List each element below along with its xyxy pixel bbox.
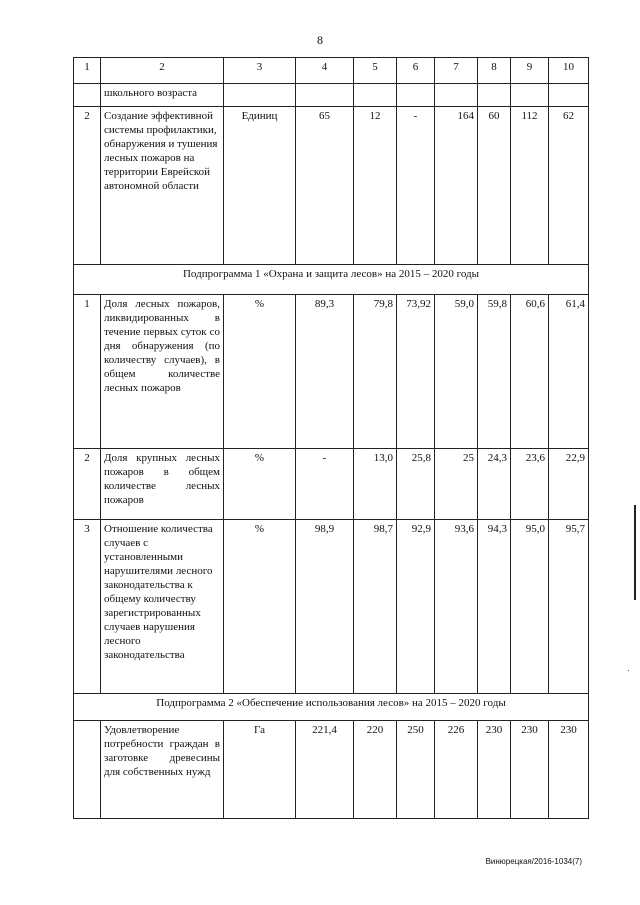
value-cell xyxy=(397,84,435,107)
header-cell: 3 xyxy=(224,58,296,84)
value-cell: 220 xyxy=(354,721,397,819)
value-cell: 230 xyxy=(478,721,511,819)
indicator-name: Создание эффективной системы профилактики, обнаружения и тушения лесных пожаров на территории Еврейской автономной области xyxy=(101,107,224,265)
header-row xyxy=(74,58,589,84)
row-number xyxy=(74,84,101,107)
value-cell: 164 xyxy=(435,107,478,265)
value-cell: 24,3 xyxy=(478,449,511,520)
value-cell: 94,3 xyxy=(478,520,511,694)
value-cell: 79,8 xyxy=(354,295,397,449)
value-cell: 250 xyxy=(397,721,435,819)
value-cell: 22,9 xyxy=(549,449,589,520)
header-cell: 9 xyxy=(511,58,549,84)
scan-dot xyxy=(628,670,629,671)
header-cell: 7 xyxy=(435,58,478,84)
value-cell: 13,0 xyxy=(354,449,397,520)
value-cell: 59,0 xyxy=(435,295,478,449)
value-cell: 73,92 xyxy=(397,295,435,449)
value-cell: - xyxy=(296,449,354,520)
value-cell: 62 xyxy=(549,107,589,265)
indicator-name: Доля лесных пожаров, ликвидированных в течение первых суток со дня обнаружения (по количеству случаев), в общем количестве лесных пожаров xyxy=(101,295,224,449)
value-cell xyxy=(296,84,354,107)
table-row xyxy=(74,520,589,694)
value-cell: 230 xyxy=(549,721,589,819)
indicator-name: Доля крупных лесных пожаров в общем количестве лесных пожаров xyxy=(101,449,224,520)
header-cell: 6 xyxy=(397,58,435,84)
section-title: Подпрограмма 1 «Охрана и защита лесов» на 2015 – 2020 годы xyxy=(74,265,589,295)
value-cell: 60,6 xyxy=(511,295,549,449)
scan-edge-mark xyxy=(634,505,636,600)
row-number: 1 xyxy=(74,295,101,449)
value-cell: 23,6 xyxy=(511,449,549,520)
value-cell: 59,8 xyxy=(478,295,511,449)
value-cell: 95,7 xyxy=(549,520,589,694)
value-cell: 230 xyxy=(511,721,549,819)
value-cell: 93,6 xyxy=(435,520,478,694)
value-cell xyxy=(435,84,478,107)
value-cell xyxy=(511,84,549,107)
indicators-table xyxy=(73,57,589,819)
indicator-name: Отношение количества случаев с установленными нарушителями лесного законодательства к общему количеству зарегистрированных случаев нарушения лесного законодательства xyxy=(101,520,224,694)
unit-cell: % xyxy=(224,449,296,520)
value-cell xyxy=(549,84,589,107)
table-row xyxy=(74,295,589,449)
header-cell: 10 xyxy=(549,58,589,84)
unit-cell: % xyxy=(224,295,296,449)
value-cell: 221,4 xyxy=(296,721,354,819)
value-cell: 112 xyxy=(511,107,549,265)
document-footer: Винюрецкая/2016-1034(7) xyxy=(485,857,582,866)
table-row xyxy=(74,107,589,265)
indicator-name: Удовлетворение потребности граждан в заготовке древесины для собственных нужд xyxy=(101,721,224,819)
value-cell: 25 xyxy=(435,449,478,520)
header-cell: 8 xyxy=(478,58,511,84)
unit-cell: Единиц xyxy=(224,107,296,265)
section-row xyxy=(74,265,589,295)
value-cell xyxy=(354,84,397,107)
section-title: Подпрограмма 2 «Обеспечение использования лесов» на 2015 – 2020 годы xyxy=(74,694,589,721)
row-number: 2 xyxy=(74,449,101,520)
header-cell: 2 xyxy=(101,58,224,84)
value-cell: 60 xyxy=(478,107,511,265)
row-number: 3 xyxy=(74,520,101,694)
header-cell: 1 xyxy=(74,58,101,84)
table-row xyxy=(74,721,589,819)
table-row xyxy=(74,449,589,520)
header-cell: 5 xyxy=(354,58,397,84)
value-cell: 61,4 xyxy=(549,295,589,449)
unit-cell: % xyxy=(224,520,296,694)
value-cell: 89,3 xyxy=(296,295,354,449)
page-number: 8 xyxy=(317,33,323,47)
value-cell xyxy=(478,84,511,107)
row-number: 2 xyxy=(74,107,101,265)
indicator-name: школьного возраста xyxy=(101,84,224,107)
unit-cell xyxy=(224,84,296,107)
header-cell: 4 xyxy=(296,58,354,84)
value-cell: - xyxy=(397,107,435,265)
value-cell: 12 xyxy=(354,107,397,265)
value-cell: 95,0 xyxy=(511,520,549,694)
value-cell: 98,9 xyxy=(296,520,354,694)
value-cell: 25,8 xyxy=(397,449,435,520)
value-cell: 98,7 xyxy=(354,520,397,694)
table-row xyxy=(74,84,589,107)
value-cell: 65 xyxy=(296,107,354,265)
section-row xyxy=(74,694,589,721)
value-cell: 226 xyxy=(435,721,478,819)
row-number xyxy=(74,721,101,819)
unit-cell: Га xyxy=(224,721,296,819)
value-cell: 92,9 xyxy=(397,520,435,694)
